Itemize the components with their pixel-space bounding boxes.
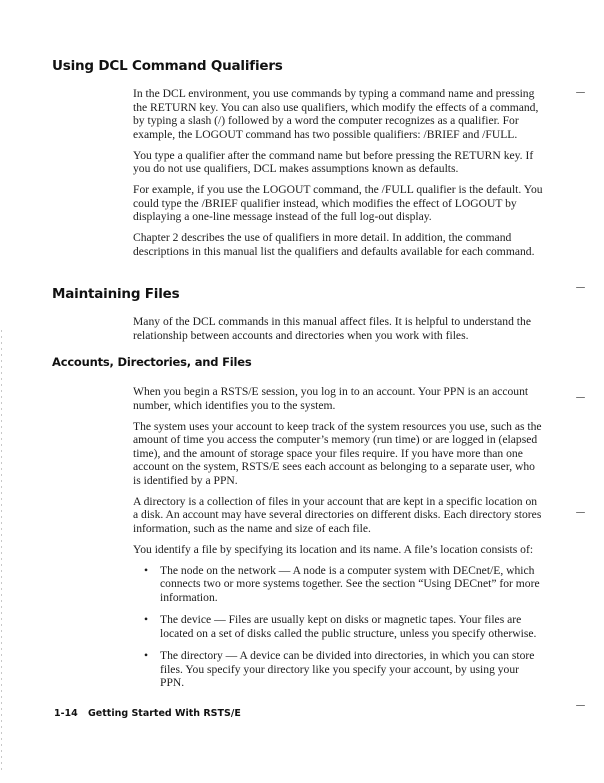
paragraph: For example, if you use the LOGOUT command, the /FULL qualifier is the default. You could type the /BRIEF qualifier instead, which modifies the effect of LOGOUT by displaying a one-line message instead of the full log-out display. bbox=[133, 183, 543, 223]
bullet-icon: • bbox=[144, 649, 149, 662]
location-list bbox=[133, 564, 545, 690]
book-title: Getting Started With RSTS/E bbox=[88, 708, 241, 719]
list-item: • The device — Files are usually kept on disks or magnetic tapes. Your files are located on a set of disks called the public structure, unless you specify otherwise. bbox=[144, 613, 537, 640]
page-number: 1-14 bbox=[54, 708, 78, 719]
paragraph: Chapter 2 describes the use of qualifiers in more detail. In addition, the command descriptions in this manual list the qualifiers and defaults available for each command. bbox=[133, 231, 535, 258]
heading-accounts-directories-files: Accounts, Directories, and Files bbox=[52, 355, 252, 369]
paragraph: The system uses your account to keep track of the system resources you use, such as the amount of time you access the computer’s memory (run time) or are logged in (elapsed time), and the amount of storage space your files require. If you have more than one account on the system, RSTS/E sees each account as belonging to a separate user, who is identified by a PPN. bbox=[133, 419, 542, 487]
list-item: • The directory — A device can be divided into directories, in which you can store files. You specify your directory like you specify your account, by using your PPN. bbox=[144, 649, 535, 689]
list-item: • The node on the network — A node is a computer system with DECnet/E, which connects two or more systems together. See the section “Using DECnet” for more information. bbox=[144, 563, 540, 604]
margin-mark bbox=[576, 705, 585, 706]
margin-mark bbox=[576, 397, 585, 398]
paragraph: In the DCL environment, you use commands by typing a command name and pressing the RETURN key. You can also use qualifiers, which modify the effects of a command, by typing a slash (/) followed by a word the computer recognizes as a qualifier. For example, the LOGOUT command has two possible qualifiers: /BRIEF and /FULL. bbox=[133, 87, 539, 141]
bullet-icon: • bbox=[144, 613, 149, 626]
heading-using-dcl-command-qualifiers: Using DCL Command Qualifiers bbox=[52, 58, 283, 74]
paragraph: Many of the DCL commands in this manual affect files. It is helpful to understand the relationship between accounts and directories when you work with files. bbox=[133, 315, 531, 342]
margin-mark bbox=[576, 512, 585, 513]
margin-mark bbox=[576, 92, 585, 93]
maintaining-body bbox=[133, 315, 545, 350]
paragraph: You type a qualifier after the command name but before pressing the RETURN key. If you do not use qualifiers, DCL makes assumptions known as defaults. bbox=[133, 148, 534, 175]
qualifiers-body bbox=[133, 87, 545, 266]
margin-mark bbox=[576, 287, 585, 288]
paragraph: You identify a file by specifying its location and its name. A file’s location consists of: bbox=[133, 542, 534, 556]
accounts-body bbox=[133, 385, 545, 699]
bullet-icon: • bbox=[144, 563, 149, 577]
heading-maintaining-files: Maintaining Files bbox=[52, 286, 180, 302]
paragraph: When you begin a RSTS/E session, you log in to an account. Your PPN is an account number, which identifies you to the system. bbox=[133, 385, 529, 412]
paragraph: A directory is a collection of files in your account that are kept in a specific location on a disk. An account may have several directories on different disks. Each directory stores information, such as the name and size of each file. bbox=[133, 494, 542, 535]
page-footer bbox=[54, 708, 241, 719]
scan-edge-artifact bbox=[1, 330, 2, 770]
